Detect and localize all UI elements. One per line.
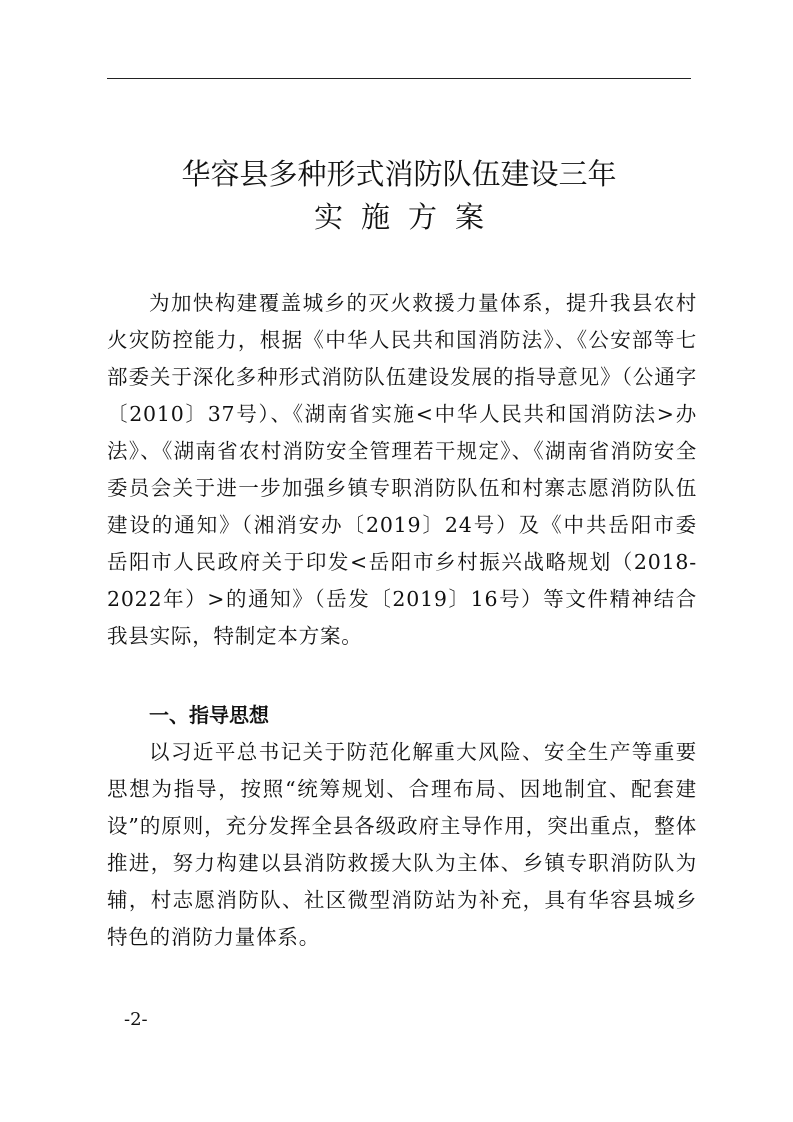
guiding-thought-paragraph: 以习近平总书记关于防范化解重大风险、安全生产等重要思想为指导，按照“统筹规划、合理布局、因地制宜、配套建设”的原则，充分发挥全县各级政府主导作用，突出重点，整体推进，努力构建以县消防救援大队为主体、乡镇专职消防队为辅，村志愿消防队、社区微型消防站为补充，具有华容县城乡特色的消防力量体系。 (107, 740, 697, 949)
intro-paragraph: 为加快构建覆盖城乡的灭火救援力量体系，提升我县农村火灾防控能力，根据《中华人民共和国消防法》、《公安部等七部委关于深化多种形式消防队伍建设发展的指导意见》（公通字〔2010〕37号）、《湖南省实施<中华人民共和国消防法>办法》、《湖南省农村消防安全管理若干规定》、《湖南省消防安全委员会关于进一步加强乡镇专职消防队伍和村寨志愿消防队伍建设的通知》（湘消安办〔2019〕24号）及《中共岳阳市委 岳阳市人民政府关于印发<岳阳市乡村振兴战略规划（2018-2022年）>的通知》（岳发〔2019〕16号）等文件精神结合我县实际，特制定本方案。 (107, 291, 697, 648)
section-heading-guiding-thought: 一、指导思想 (149, 703, 269, 727)
document-title-line1: 华容县多种形式消防队伍建设三年 (181, 157, 617, 191)
document-title-line2: 实施方案 (313, 200, 502, 234)
page-number: -2- (124, 1009, 148, 1030)
header-rule (107, 78, 691, 79)
